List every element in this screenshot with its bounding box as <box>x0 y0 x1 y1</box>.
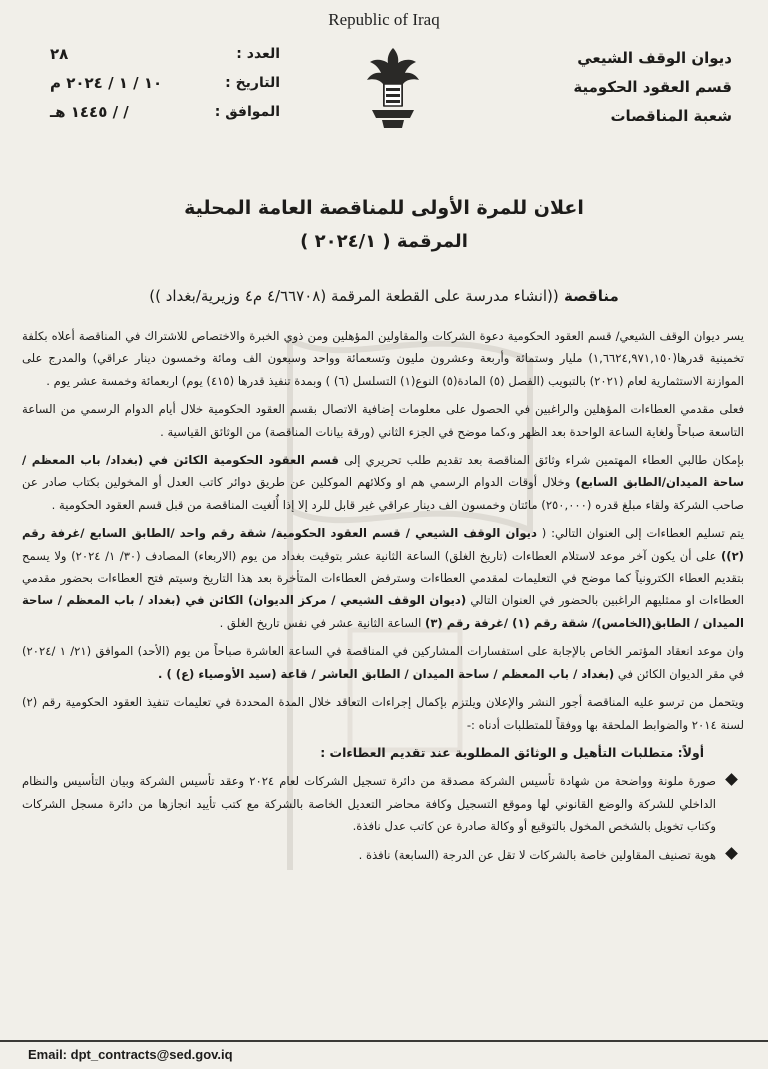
ref-date-row: التاريخ : ١٠ / ١ / ٢٠٢٤ م <box>50 74 280 92</box>
footer-email[interactable]: Email: dpt_contracts@sed.gov.iq <box>28 1047 233 1062</box>
reference-block <box>50 40 280 127</box>
paragraph-info: فعلى مقدمي العطاءات المؤهلين والراغبين في الحصول على معلومات إضافية الاتصال بقسم العقود الحكومية خلال أيام الدوام الرسمي من الساعة التاسعة صباحاً ولغاية الساعة الواحدة بعد الظهر و،كما موضح في الجزء الثاني (ورقة بيانات المناقصة) من الوثائق القياسية . <box>22 402 744 439</box>
issuer-line: قسم العقود الحكومية <box>573 78 732 96</box>
republic-header: Republic of Iraq <box>328 10 440 29</box>
paragraph-invitation: يسر ديوان الوقف الشيعي/ قسم العقود الحكومية دعوة الشركات والمقاولين المؤهلين ومن ذوي الخبرة والاختصاص للاشتراك في المناقصة أعلاه بكلفة تخمينية قدرها(١,٦٦٢٤,٩٧١,١٥٠) مليار وستمائة وأربعة وعشرون مليون وتسعمائة وواحد وسبعون الف ومائة وخمسون دينار عراقي) والمدرج على الموازنة الاستثمارية لعام (٢٠٢١) بالتبويب (الفصل (٥) المادة(٥) النوع(١) التسلسل (٦) ) وبمدة تنفيذ قدرها (٤١٥) يوم) اربعمائة وخمسة عشر يوم . <box>22 329 744 388</box>
tender-number: المرقمة ( ٢٠٢٤/١ ) <box>300 231 468 252</box>
issuer-line: شعبة المناقصات <box>610 107 732 125</box>
paragraph-conference: وان موعد انعقاد المؤتمر الخاص بالإجابة على استفسارات المشاركين في المناقصة في الساعة العاشرة صباحاً من يوم (الأحد) الموافق (٢١/ ١ /٢٠٢٤) في مقر الديوان الكائن في (بغداد / باب المعظم / ساحة الميدان / الطابق العاشر / قاعة (سيد الأوصياء (ع) ) . <box>22 644 745 681</box>
paragraph-submission: يتم تسليم العطاءات إلى العنوان التالي: ( ديوان الوقف الشيعي / قسم العقود الحكومية/ شقة رقم واحد /الطابق السابع /غرفة رقم (٢)) على أن يكون آخر موعد لاستلام العطاءات (تاريخ الغلق) الساعة الثانية عشر بتوقيت بغداد من يوم (الاربعاء) المصادف (٣٠/ ١/ ٢٠٢٤) ولا يسمح بتقديم العطاء الكترونياً كما موضح في التعليمات لمقدمي العطاءات وسترفض العطاءات المتأخرة بعد هذا التاريخ وسيتم فتح العطاءات بحضور مقدمي العطاءات او ممثليهم الراغبين بالحضور في العنوان التالي (ديوان الوقف الشيعي / مركز الديوان) الكائن في (بغداد / باب المعظم / ساحة الميدان / الطابق(الخامس)/ شقة رقم (١) /غرفة رقم (٣) الساعة الثانية عشر في نفس تاريخ الغلق . <box>22 526 745 630</box>
requirements-heading: أولاً: متطلبات التأهيل و الوثائق المطلوبة عند تقديم العطاءات : <box>320 744 704 760</box>
paragraph-purchase: بإمكان طالبي العطاء المهتمين شراء وثائق المناقصة بعد تقديم طلب تحريري إلى قسم العقود الحكومية الكائن في (بغداد/ باب المعظم /ساحة الميدان/الطابق السابع) وخلال أوقات الدوام الرسمي هم او وكلائهم الموكلين عن طريق دوائر كاتب العدل أو المخولين بكتاب صادر عن صاحب الشركة ولقاء مبلغ قدره (٢٥٠,٠٠٠) مائتان وخمسون الف دينار عراقي غير قابل للرد إلا إذا أُلغيت المناقصة من قبل قسم العقود الحكومية . <box>22 453 745 512</box>
list-item: هوية تصنيف المقاولين خاصة بالشركات لا تقل عن الدرجة (السابعة) نافذة . <box>22 844 744 866</box>
issuer-block <box>552 44 732 131</box>
eagle-emblem-icon <box>362 44 424 136</box>
ref-number-row: العدد : ٢٨ <box>50 45 280 63</box>
announcement-title: اعلان للمرة الأولى للمناقصة العامة المحلية <box>184 197 584 219</box>
diamond-bullet-icon <box>725 773 738 786</box>
tender-subject <box>0 287 768 305</box>
footer-divider <box>0 1040 768 1042</box>
subject-text: ((انشاء مدرسة على القطعة المرقمة (٤/٦٦٧٠٨ م٤ وزيرية/بغداد )) <box>149 287 559 305</box>
ref-hijri-row: الموافق : / / ١٤٤٥ هـ <box>50 103 280 121</box>
issuer-line: ديوان الوقف الشيعي <box>577 49 732 67</box>
paragraph-costs: ويتحمل من ترسو عليه المناقصة أجور النشر والإعلان ويلتزم بإكمال إجراءات التعاقد خلال المدة المحددة في تعليمات تنفيذ العقود الحكومية رقم (٢) لسنة ٢٠١٤ والضوابط الملحقة بها ووفقاً للمتطلبات أدناه :- <box>22 695 744 732</box>
diamond-bullet-icon <box>725 847 738 860</box>
subject-label: مناقصة <box>564 287 619 305</box>
requirements-list <box>22 770 744 866</box>
list-item: صورة ملونة وواضحة من شهادة تأسيس الشركة مصدقة من دائرة تسجيل الشركات لعام ٢٠٢٤ وعقد تأسيس الشركة وبيان التأسيس والنظام الداخلي للشركة والوضع القانوني لها وموقع التسجيل وكافة محاضر التعديل الخاصة بالشركة مع كتب تأييد انجازها من دائرة مسجل الشركات وكتاب تخويل بالشخص المخول بالتوقيع أو وكالة صادرة عن كاتب عدل نافذة. <box>22 770 744 837</box>
announcement-body <box>22 325 744 872</box>
